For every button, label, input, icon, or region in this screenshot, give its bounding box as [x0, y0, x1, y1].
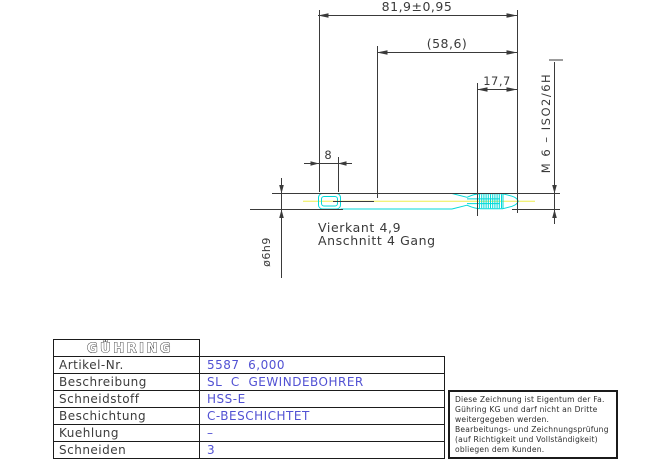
table-row-value: 5587 6,000: [199, 356, 445, 374]
table-row-label: Schneidstoff: [53, 390, 200, 408]
table-row-value: HSS-E: [199, 390, 445, 408]
guehring-logo: [54, 340, 199, 356]
annotation-vierkant: Vierkant 4,9: [318, 220, 402, 235]
table-row-label: Kuehlung: [53, 424, 200, 442]
dimension-arrows: [279, 13, 557, 218]
table-row-value: C-BESCHICHTET: [199, 407, 445, 425]
table-row-value: –: [199, 424, 445, 442]
thread-spec-label: M 6 – ISO2/6H: [539, 72, 553, 174]
table-row-value: 3: [199, 441, 445, 459]
table-row-label: Schneiden: [53, 441, 200, 459]
extension-lines: [250, 10, 560, 216]
shank-diameter-label: ø6h9: [260, 237, 273, 267]
dim-overall-label: 81,9±0,95: [381, 0, 453, 14]
table-row-label: Beschreibung: [53, 373, 200, 391]
note-line: weitergegeben werden.: [455, 415, 550, 424]
table-row-value: SL C GEWINDEBOHRER: [199, 373, 445, 391]
annotation-anschnitt: Anschnitt 4 Gang: [318, 233, 436, 248]
note-line: Gühring KG und darf nicht an Dritte: [455, 405, 598, 414]
note-line: Bearbeitungs- und Zeichnungsprüfung: [455, 425, 609, 434]
guehring-logo-cell: [53, 339, 200, 357]
dim-intermediate-label: (58,6): [426, 36, 468, 51]
guehring-logo-text: GÜHRING: [86, 341, 174, 356]
note-line: (auf Richtigkeit und Vollständigkeit): [455, 435, 598, 444]
table-row-label: Beschichtung: [53, 407, 200, 425]
part-info-table: [53, 339, 445, 459]
ownership-note: [448, 390, 618, 459]
note-line: obliegen dem Kunden.: [455, 445, 545, 454]
table-row-label: Artikel-Nr.: [53, 356, 200, 374]
dim-square-length-label: 8: [324, 148, 332, 162]
dim-thread-length-label: 17,7: [483, 74, 511, 88]
note-line: Diese Zeichnung ist Eigentum der Fa.: [455, 395, 605, 404]
